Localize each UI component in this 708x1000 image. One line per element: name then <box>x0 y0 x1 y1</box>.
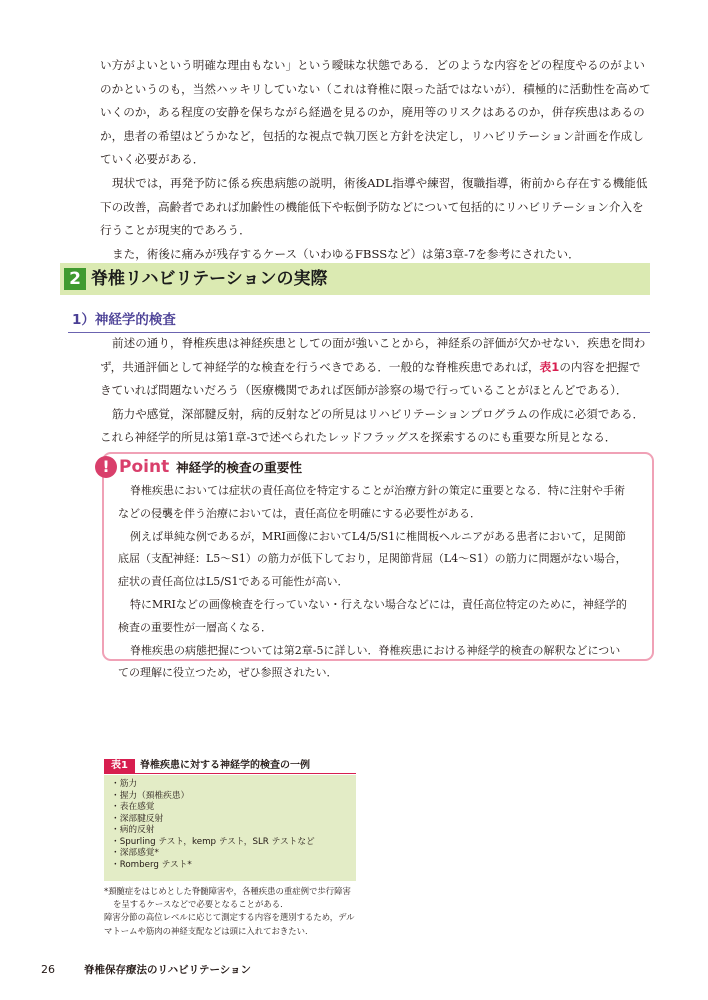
text-line: 検査の重要性が一層高くなる． <box>118 620 272 634</box>
point-label: Point <box>119 457 170 477</box>
note-line: を呈するケースなどで必要となることがある． <box>113 899 289 910</box>
text-line: 現状では，再発予防に係る疾患病態の説明，術後ADL指導や練習，復職指導，術前から存在する機能低 <box>112 175 648 190</box>
point-title: 神経学的検査の重要性 <box>176 460 302 475</box>
page-number: 26 <box>41 963 55 976</box>
text-line: 特にMRIなどの画像検査を行っていない・行えない場合などには，責任高位特定のために，神経学的 <box>130 597 627 611</box>
list-item: ・病的反射 <box>111 825 155 835</box>
note-line: *頚髄症をはじめとした脊髄障害や，各種疾患の重症例で歩行障害 <box>104 886 351 896</box>
table-title: 脊椎疾患に対する神経学的検査の一例 <box>140 760 310 771</box>
text-line: か，患者の希望はどうかなど，包括的な視点で執刀医と方針を決定し，リハビリテーション計画を作成し <box>100 128 644 143</box>
text-line: のかというのも，当然ハッキリしていない（これは脊椎に限った話ではないが）．積極的に活動性を高めて <box>100 81 651 96</box>
list-item: ・握力（頚椎疾患） <box>111 790 190 801</box>
note-line: マトームや筋肉の神経支配などは頭に入れておきたい． <box>104 925 314 936</box>
text-line: 行うことが現実的であろう． <box>100 223 251 238</box>
table-reference-link[interactable]: 表1 <box>539 359 560 374</box>
section-title: 脊椎リハビリテーションの実際 <box>91 269 328 289</box>
text-line: ていく必要がある． <box>100 152 205 167</box>
subsection-title: 1）神経学的検査 <box>72 312 176 328</box>
text-line: 症状の責任高位はL5/S1である可能性が高い． <box>118 575 349 589</box>
text-line: 底屈（支配神経：L5～S1）の筋力が低下しており，足関節背屈（L4～S1）の筋力に問題がない場合， <box>118 552 627 566</box>
text-line: これら神経学的所見は第1章-3で述べられたレッドフラッグスを探索するのにも重要な所見となる． <box>100 430 617 445</box>
section-heading <box>60 263 650 295</box>
point-body <box>118 480 638 685</box>
text-fragment: の内容を把握で <box>559 359 641 374</box>
text-fragment: ず，共通評価として神経学的な検査を行うべきである．一般的な脊椎疾患であれば， <box>100 359 540 374</box>
text-line: 脊椎疾患の病態把握については第2章-5に詳しい．脊椎疾患における神経学的検査の解釈などについ <box>130 643 621 657</box>
table-badge: 表1 <box>104 759 135 773</box>
intro-text <box>100 54 652 266</box>
note-line: 障害分節の高位レベルに応じて測定する内容を選別するため，デル <box>104 912 355 923</box>
text-line: 例えば単純な例であるが，MRI画像においてL4/5/S1に椎間板ヘルニアがある患者において，足関節 <box>130 529 626 543</box>
text-line <box>100 356 652 380</box>
text-line: い方がよいという明確な理由もない」という曖昧な状態である．どのような内容をどの程度やるのがよい <box>100 58 645 72</box>
table-box <box>104 775 356 881</box>
table-rule <box>104 773 356 774</box>
text-line: ての理解に役立つため，ぜひ参照されたい． <box>118 666 338 680</box>
text-line: などの侵襲を伴う治療においては，責任高位を明確にする必要性がある． <box>118 506 481 520</box>
text-line: 前述の通り，脊椎疾患は神経疾患としての面が強いことから，神経系の評価が欠かせない．疾患を問わ <box>112 336 646 350</box>
list-item: ・筋力 <box>111 779 138 789</box>
text-line: 筋力や感覚，深部腱反射，病的反射などの所見はリハビリテーションプログラムの作成に必須である． <box>112 406 645 421</box>
list-item: ・Spurling テスト，kemp テスト，SLR テストなど <box>111 836 315 847</box>
table-note <box>104 885 404 938</box>
list-item: ・深部腱反射 <box>111 813 164 824</box>
text-line: 下の改善，高齢者であれば加齢性の機能低下や転倒予防などについて包括的にリハビリテーション介入を <box>100 199 644 214</box>
section-number: 2 <box>64 268 86 290</box>
text-line: いくのか，ある程度の安静を保ちながら経過を見るのか，廃用等のリスクはあるのか，併存疾患はあるの <box>100 105 645 120</box>
list-item: ・表在感覚 <box>111 802 155 812</box>
running-title: 脊椎保存療法のリハビリテーション <box>84 964 252 976</box>
text-line: 脊椎疾患においては症状の責任高位を特定することが治療方針の策定に重要となる．特に注射や手術 <box>130 484 625 497</box>
list-item: ・Romberg テスト* <box>111 859 192 870</box>
exclamation-icon: ! <box>95 456 117 478</box>
list-item: ・深部感覚* <box>111 848 159 858</box>
text-line: また，術後に痛みが残存するケース（いわゆるFBSSなど）は第3章-7を参考にされたい． <box>112 246 580 261</box>
subsection-text <box>100 332 652 450</box>
text-line: きていれば問題ないだろう（医療機関であれば医師が診察の場で行っていることがほとんどである）． <box>100 383 628 398</box>
table-caption <box>104 759 310 773</box>
